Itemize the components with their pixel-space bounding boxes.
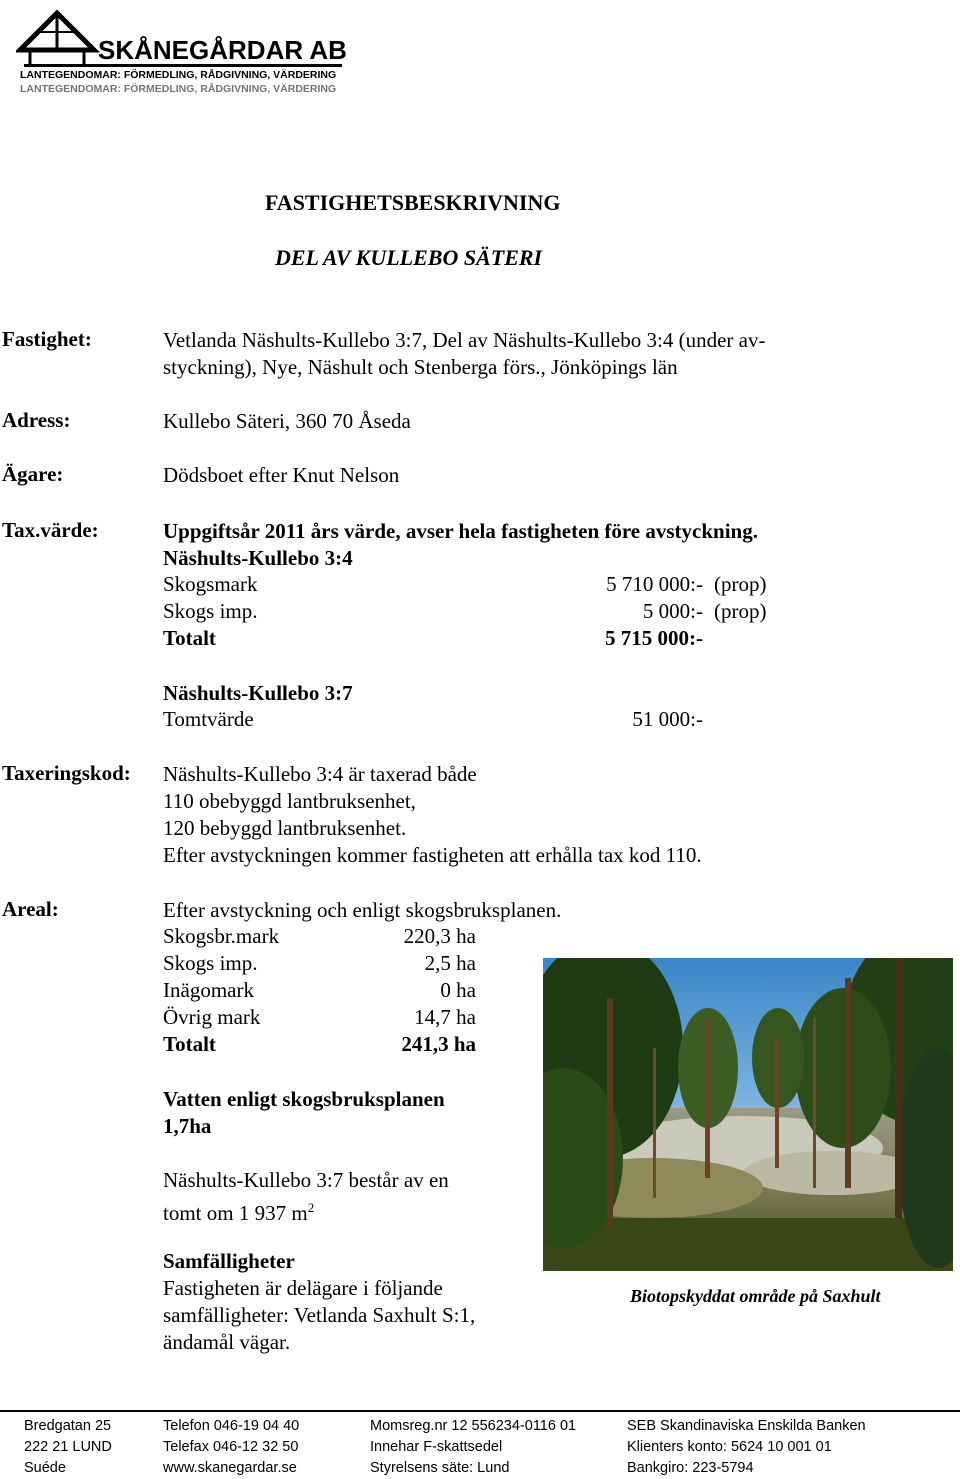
footer-bank-column [627, 1416, 866, 1479]
vatten-line2: 1,7ha [163, 1114, 212, 1138]
footer-text: Telefon 046-19 04 40 [163, 1418, 300, 1434]
agare-value: Dödsboet efter Knut Nelson [163, 463, 400, 487]
photo-caption: Biotopskyddat område på Saxhult [630, 1286, 881, 1306]
footer [0, 1410, 960, 1476]
taxvarde-row-name: Skogsmark [163, 572, 258, 596]
taxvarde-row-name: Skogs imp. [163, 599, 258, 623]
agare-label: Ägare: [2, 462, 64, 486]
vatten-line1: Vatten enligt skogsbruksplanen [163, 1087, 445, 1111]
tomtvarde-value: 51 000:- [632, 707, 703, 731]
samfalligheter-line: ändamål vägar. [163, 1330, 291, 1354]
document-subtitle: DEL AV KULLEBO SÄTERI [275, 245, 543, 270]
taxvarde-row-value: 5 000:- [642, 599, 703, 623]
samfalligheter-heading: Samfälligheter [163, 1249, 295, 1273]
footer-registration-column [370, 1416, 576, 1479]
samfalligheter-line: Fastigheten är delägare i följande [163, 1276, 443, 1300]
areal-row-value: 220,3 ha [403, 924, 476, 948]
footer-address-column [24, 1416, 112, 1479]
areal-total-value: 241,3 ha [401, 1032, 476, 1056]
areal-row-value: 2,5 ha [424, 951, 476, 975]
areal-row-name: Skogs imp. [163, 951, 258, 975]
taxeringskod-line: Näshults-Kullebo 3:4 är taxerad både [163, 762, 477, 786]
areal-label: Areal: [2, 897, 59, 921]
taxeringskod-line: Efter avstyckningen kommer fastigheten att erhålla tax kod 110. [163, 843, 702, 867]
footer-text: Klienters konto: 5624 10 001 01 [627, 1439, 832, 1455]
areal-total-label: Totalt [163, 1032, 216, 1056]
tomtvarde-label: Tomtvärde [163, 707, 254, 731]
footer-text: SEB Skandinaviska Enskilda Banken [627, 1418, 866, 1434]
tomt-line1: Näshults-Kullebo 3:7 består av en [163, 1168, 449, 1192]
taxvarde-total-value: 5 715 000:- [605, 626, 703, 650]
taxvarde-heading: Uppgiftsår 2011 års värde, avser hela fastigheten före avstyckning. [163, 519, 758, 543]
footer-text: Innehar F-skattsedel [370, 1439, 503, 1455]
areal-row-name: Skogsbr.mark [163, 924, 280, 948]
footer-text: Bankgiro: 223-5794 [627, 1460, 754, 1476]
taxvarde-label: Tax.värde: [2, 518, 99, 542]
document-title: FASTIGHETSBESKRIVNING [265, 190, 561, 215]
logo-tagline: LANTEGENDOMAR: FÖRMEDLING, RÅDGIVNING, VÄRDERING [20, 69, 337, 81]
areal-row-name: Övrig mark [163, 1005, 261, 1029]
barn-logo-icon [16, 8, 356, 98]
footer-contact-column [163, 1416, 299, 1479]
footer-text: Suéde [24, 1460, 66, 1476]
footer-text: Telefax 046-12 32 50 [163, 1439, 299, 1455]
taxeringskod-label: Taxeringskod: [2, 761, 131, 785]
fastighet-label: Fastighet: [2, 327, 92, 351]
footer-text: Bredgatan 25 [24, 1418, 112, 1434]
logo-name: SKÅNEGÅRDAR AB [98, 35, 347, 65]
fastighet-line1: Vetlanda Näshults-Kullebo 3:7, Del av Näshults-Kullebo 3:4 (under av- [163, 328, 766, 352]
footer-text: Momsreg.nr 12 556234-0116 01 [370, 1418, 577, 1434]
footer-text: 222 21 LUND [24, 1439, 112, 1455]
tomt-area-superscript: 2 [307, 1200, 315, 1215]
footer-text: Styrelsens säte: Lund [370, 1460, 510, 1476]
fastighet-line2: styckning), Nye, Näshult och Stenberga förs., Jönköpings län [163, 355, 678, 379]
adress-label: Adress: [2, 408, 71, 432]
areal-row-value: 14,7 ha [414, 1005, 476, 1029]
footer-link[interactable]: www.skanegardar.se [163, 1460, 297, 1476]
taxvarde-row-note: (prop) [714, 599, 767, 623]
taxvarde-total-label: Totalt [163, 626, 216, 650]
taxeringskod-line: 120 bebyggd lantbruksenhet. [163, 816, 407, 840]
tomt-area-text: tomt om 1 937 m [163, 1201, 308, 1225]
forest-photo [543, 958, 953, 1271]
taxvarde-row-value: 5 710 000:- [606, 572, 703, 596]
taxvarde-row-note: (prop) [714, 572, 767, 596]
areal-row-name: Inägomark [163, 978, 254, 1002]
property-3-7-title: Näshults-Kullebo 3:7 [163, 681, 353, 705]
adress-value: Kullebo Säteri, 360 70 Åseda [163, 409, 411, 433]
tomt-line2 [163, 1194, 314, 1227]
company-logo [16, 8, 356, 98]
areal-intro: Efter avstyckning och enligt skogsbruksplanen. [163, 898, 562, 922]
logo-tagline-echo: LANTEGENDOMAR: FÖRMEDLING, RÅDGIVNING, VÄRDERING [20, 83, 337, 95]
taxeringskod-line: 110 obebyggd lantbruksenhet, [163, 789, 416, 813]
areal-row-value: 0 ha [440, 978, 476, 1002]
property-3-4-title: Näshults-Kullebo 3:4 [163, 546, 353, 570]
samfalligheter-line: samfälligheter: Vetlanda Saxhult S:1, [163, 1303, 476, 1327]
